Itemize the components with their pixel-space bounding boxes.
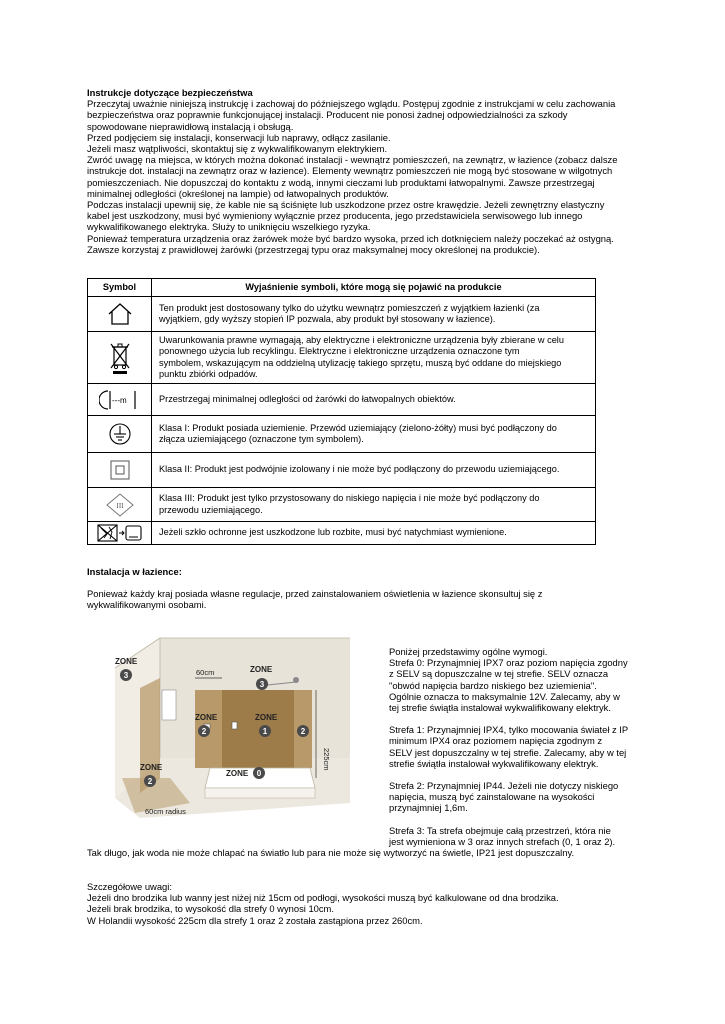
crossed-bin-icon	[108, 341, 132, 375]
safety-line: Zwróć uwagę na miejsca, w których można dokonać instalacji - wewnątrz pomieszczeń, na zewnątrz, w łazience (zobacz dalsze	[87, 154, 618, 166]
svg-text:1: 1	[262, 727, 268, 736]
svg-text:ZONE: ZONE	[255, 713, 278, 722]
bathroom-title: Instalacja w łazience:	[87, 566, 182, 577]
description-line: Przestrzegaj minimalnej odległości od żarówki do łatwopalnych obiektów.	[159, 393, 456, 404]
table-header-row	[88, 279, 596, 297]
requirements-line: Strefa 3: Ta strefa obejmuje całą przestrzeń, która nie	[389, 824, 611, 836]
safety-line: pomieszczeniach. Nie dopuszczaj do kontaktu z wodą, innymi cieczami lub produktami łatwopalnymi. Zawsze przestrzegaj	[87, 176, 595, 188]
svg-text:ZONE: ZONE	[115, 657, 138, 666]
table-row	[88, 522, 596, 545]
bathroom-intro-line: wykwalifikowanymi osobami.	[87, 599, 207, 611]
description-cell	[152, 297, 596, 332]
description-cell	[152, 416, 596, 453]
requirements-line: Strefa 1: Przynajmniej IPX4, tylko mocowania świateł z IP	[389, 724, 629, 736]
table-row	[88, 453, 596, 488]
symbol-cell	[88, 332, 152, 384]
safety-line: bezpieczeństwa oraz poprawnie funkcjonującej instalacji. Producent nie ponosi żadnej odpowiedzialności za szkody	[87, 109, 568, 121]
svg-text:ZONE: ZONE	[195, 713, 218, 722]
broken-glass-icon	[97, 523, 143, 543]
description-cell	[152, 332, 596, 384]
symbol-cell	[88, 384, 152, 416]
symbol-cell	[88, 416, 152, 453]
description-cell	[152, 384, 596, 416]
description-line: ponownego użycia lub recyklingu. Elektryczne i elektroniczne urządzenia oznaczone tym	[159, 346, 520, 357]
description-line: Jeżeli szkło ochronne jest uszkodzone lub rozbite, musi być natychmiast wymienione.	[159, 527, 507, 538]
safety-line: Ponieważ temperatura urządzenia oraz żarówek może być bardzo wysoka, przed ich dotknięciem należy poczekać aż ostygną.	[87, 232, 614, 244]
notes-line: Jeżeli dno brodzika lub wanny jest niżej niż 15cm od podłogi, wysokości muszą być kalkulowane od dna brodzika.	[87, 892, 559, 904]
description-line: Uwarunkowania prawne wymagają, aby elektryczne i elektroniczne urządzenia były zbierane w celu	[159, 335, 564, 346]
description-line: wyjątkiem, gdy wyższy stopień IP pozwala, aby produkt był stosowany w łazience).	[159, 314, 496, 324]
safety-title: Instrukcje dotyczące bezpieczeństwa	[87, 87, 253, 98]
safety-line: kabel jest uszkodzony, musi być wymieniony wyłącznie przez producenta, jego przedstawiciela serwisowego lub innego	[87, 210, 583, 222]
zone-2-right	[297, 725, 309, 737]
table-row	[88, 297, 596, 332]
safety-line: minimalnej odległości (określonej na lampie) od łatwopalnych produktów.	[87, 187, 389, 199]
description-line: Klasa III: Produkt jest tylko przystosowany do niskiego napięcia i nie może być podłączony do	[159, 493, 540, 504]
svg-text:ZONE: ZONE	[140, 763, 163, 772]
symbol-cell	[88, 453, 152, 488]
notes-line: W Holandii wysokość 225cm dla strefy 1 oraz 2 została zastąpiona przez 260cm.	[87, 914, 423, 926]
safety-line: instrukcje dot. instalacji na zewnątrz oraz w łazience). Elementy wewnątrz pomieszczeń nie mogą być stosowane w wilgotnych	[87, 165, 613, 177]
requirements-line: przynajmniej 1,6m.	[389, 802, 468, 814]
class-iii-diamond-icon	[105, 492, 135, 518]
table-row	[88, 416, 596, 453]
class-iii-label: III	[116, 501, 123, 510]
safety-line: Przeczytaj uważnie niniejszą instrukcję i zachowaj do późniejszego wglądu. Postępuj zgodnie z instrukcjami w celu zachowania	[87, 98, 616, 110]
description-cell	[152, 488, 596, 522]
safety-line: Podczas instalacji upewnij się, że kable nie są ściśnięte lub uszkodzone przez ostre krawędzie. Jeżeli zewnętrzny elastyczny	[87, 199, 605, 211]
svg-text:3: 3	[259, 680, 265, 689]
svg-text:3: 3	[123, 671, 129, 680]
bathroom-zone-diagram	[100, 628, 370, 823]
header-symbol: Symbol	[88, 279, 152, 297]
description-line: punktu zbiórki odpadów.	[159, 368, 258, 379]
zone-requirements	[389, 646, 649, 847]
bathroom-continuation	[87, 847, 667, 858]
symbol-cell	[88, 297, 152, 332]
symbols-table	[87, 278, 596, 545]
description-line: przewodu uziemiającego.	[159, 504, 263, 515]
dim-radius-label: 60cm radius	[145, 807, 186, 816]
safety-line: Zawsze korzystaj z prawidłowej żarówki (przestrzegaj typu oraz maksymalnej mocy określonej na produkcie).	[87, 243, 540, 255]
header-description: Wyjaśnienie symboli, które mogą się pojawić na produkcie	[152, 279, 596, 297]
symbol-cell	[88, 522, 152, 545]
description-cell	[152, 453, 596, 488]
double-square-icon	[108, 458, 132, 482]
description-line: Klasa I: Produkt posiada uziemienie. Przewód uziemiający (zielono-żółty) musi być podłączony do	[159, 422, 557, 433]
notes-section	[87, 881, 667, 926]
svg-text:0: 0	[256, 769, 262, 778]
earth-ground-icon	[108, 422, 132, 446]
requirements-line: "obwód napięcia bardzo niskiego bez uziemienia".	[389, 679, 597, 691]
bathroom-intro-line: Ponieważ każdy kraj posiada własne regulacje, przed zainstalowaniem oświetlenia w łazience skonsultuj się z	[87, 588, 543, 600]
safety-line: Jeżeli masz wątpliwości, skontaktuj się z wykwalifikowanym elektrykiem.	[87, 143, 388, 155]
svg-text:2: 2	[300, 727, 306, 736]
description-cell	[152, 522, 596, 545]
table-row	[88, 332, 596, 384]
requirements-line: jest wymieniona w 3 oraz innych strefach (0, 1 oraz 2).	[389, 835, 616, 847]
requirements-line: minimum IPX4 oraz poziomem napięcia zgodnym z	[389, 735, 603, 747]
requirements-line: z SELV są dopuszczalne w tej strefie. SELV oznacza	[389, 668, 609, 680]
svg-text:ZONE: ZONE	[226, 769, 249, 778]
dim-225cm-label: 225cm	[322, 748, 331, 771]
min-distance-icon	[99, 389, 141, 411]
requirements-line: SELV jest dopuszczalny w tej strefie. Zalecamy, aby w tej	[389, 746, 627, 758]
safety-line: spowodowane nieprawidłową instalacją i obsługą.	[87, 120, 294, 132]
notes-title: Szczegółowe uwagi:	[87, 881, 172, 892]
notes-line: Jeżeli brak brodzika, to wysokość dla strefy 0 wynosi 10cm.	[87, 903, 334, 915]
requirements-line: napięcia, muszą być zainstalowane na wysokości	[389, 791, 595, 803]
table-row	[88, 488, 596, 522]
requirements-line: Ogólnie oznacza to maksymalnie 12V. Zalecamy, aby w	[389, 690, 620, 702]
requirements-line: Strefa 2: Przynajmniej IP44. Jeżeli nie dotyczy niskiego	[389, 780, 619, 792]
table-row	[88, 384, 596, 416]
requirements-line: Poniżej przedstawimy ogólne wymogi.	[389, 646, 548, 657]
requirements-spacer	[389, 814, 649, 825]
requirements-spacer	[389, 713, 649, 724]
safety-line: Przed podjęciem się instalacji, konserwacji lub naprawy, odłącz zasilanie.	[87, 131, 391, 143]
requirements-line: tej strefie świątła instalował wykwalifikowany elektryk.	[389, 702, 611, 714]
requirements-spacer	[389, 769, 649, 780]
continuation-line: Tak długo, jak woda nie może chlapać na światło lub para nie może się wytworzyć na świetle, IP21 jest dopuszczalny.	[87, 847, 575, 858]
svg-text:2: 2	[201, 727, 207, 736]
description-line: symbolem, wskazującym na oddzielną utylizację takiego sprzętu, muszą być oddane do miejskiego	[159, 357, 562, 368]
min-distance-label: ---m	[111, 395, 127, 405]
zone-0	[226, 767, 265, 779]
description-line: Ten produkt jest dostosowany tylko do użytku wewnątrz pomieszczeń z wyjątkiem łazienki (za	[159, 302, 540, 313]
house-icon	[107, 302, 133, 326]
requirements-line: Strefa 0: Przynajmniej IPX7 oraz poziom napięcia zgodny	[389, 657, 628, 669]
bathroom-section	[87, 566, 647, 611]
requirements-line: strefie świątła instalował wykwalifikowany elektryk.	[389, 757, 599, 769]
safety-section	[87, 87, 647, 255]
svg-text:2: 2	[147, 777, 153, 786]
description-line: Klasa II: Produkt jest podwójnie izolowany i nie może być podłączony do przewodu uziemiającego.	[159, 464, 560, 475]
description-line: złącza uziemiającego (oznaczone tym symbolem).	[159, 434, 364, 444]
svg-text:ZONE: ZONE	[250, 665, 273, 674]
safety-line: wykwalifikowanego elektryka. Służy to uniknięciu wszelkiego ryzyka.	[87, 221, 371, 233]
dim-60cm-label: 60cm	[196, 668, 215, 677]
symbol-cell	[88, 488, 152, 522]
